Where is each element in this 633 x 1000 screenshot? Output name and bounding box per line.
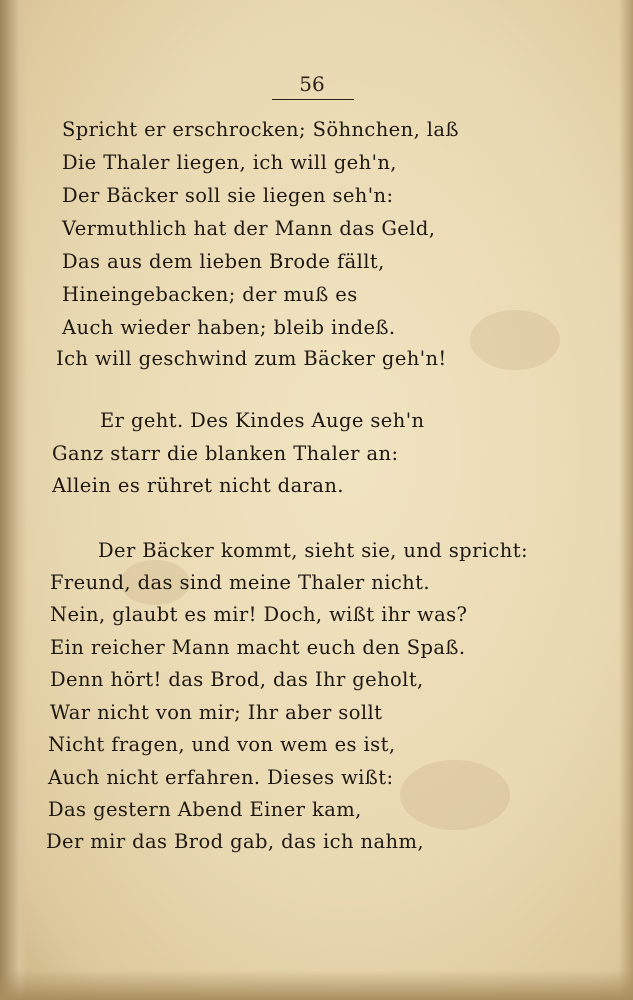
- verse-line: Auch wieder haben; bleib indeß.: [62, 316, 396, 339]
- verse-line: Ein reicher Mann macht euch den Spaß.: [50, 636, 466, 659]
- verse-line: War nicht von mir; Ihr aber sollt: [50, 701, 383, 724]
- verse-line: Nicht fragen, und von wem es ist,: [48, 733, 396, 756]
- page-number: 56: [299, 72, 325, 96]
- verse-line: Das gestern Abend Einer kam,: [48, 798, 362, 821]
- verse-line: Ganz starr die blanken Thaler an:: [52, 442, 399, 465]
- verse-line: Denn hört! das Brod, das Ihr geholt,: [50, 668, 424, 691]
- verse-line: Freund, das sind meine Thaler nicht.: [50, 571, 430, 594]
- verse-line: Das aus dem lieben Brode fällt,: [62, 250, 385, 273]
- verse-line: Ich will geschwind zum Bäcker geh'n!: [56, 347, 447, 370]
- verse-line: Der Bäcker soll sie liegen seh'n:: [62, 184, 394, 207]
- verse-line: Vermuthlich hat der Mann das Geld,: [62, 217, 436, 240]
- verse-line: Er geht. Des Kindes Auge seh'n: [100, 409, 425, 432]
- verse-line: Spricht er erschrocken; Söhnchen, laß: [62, 118, 459, 141]
- verse-line: Der Bäcker kommt, sieht sie, und spricht:: [98, 539, 528, 562]
- verse-line: Auch nicht erfahren. Dieses wißt:: [48, 766, 394, 789]
- verse-line: Die Thaler liegen, ich will geh'n,: [62, 151, 397, 174]
- verse-line: Der mir das Brod gab, das ich nahm,: [46, 830, 424, 853]
- verse-line: Hineingebacken; der muß es: [62, 283, 358, 306]
- verse-line: Nein, glaubt es mir! Doch, wißt ihr was?: [50, 603, 468, 626]
- verse-line: Allein es rühret nicht daran.: [52, 474, 344, 497]
